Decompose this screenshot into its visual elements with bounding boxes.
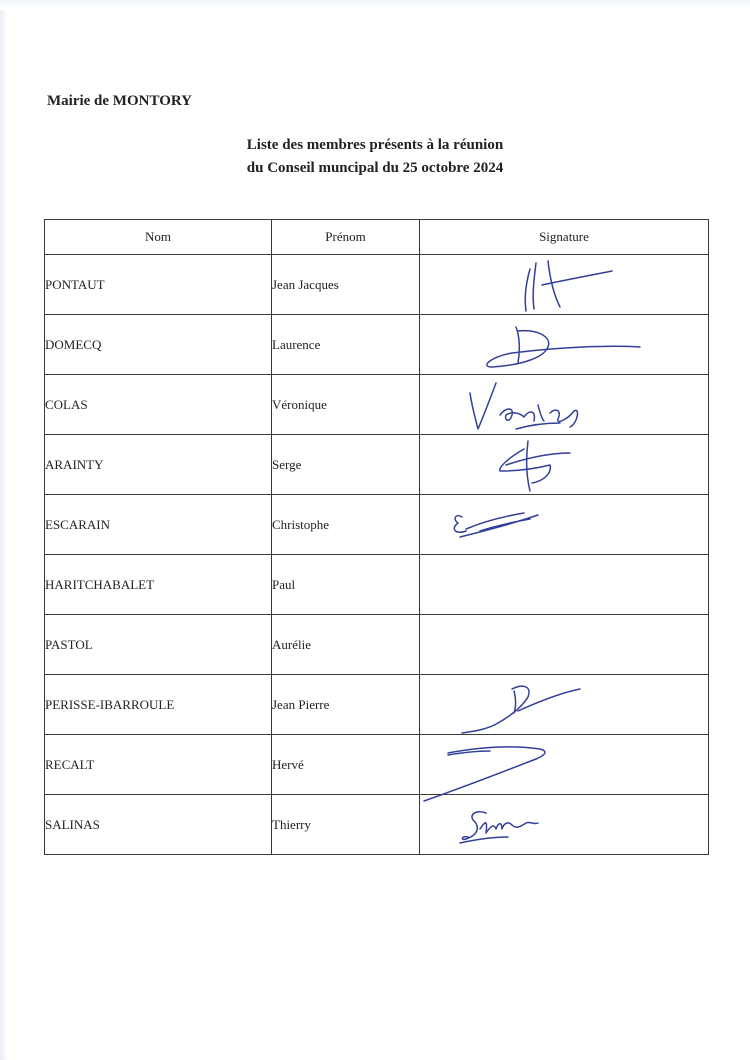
member-first-name: Laurence	[272, 315, 420, 375]
member-last-name: HARITCHABALET	[45, 555, 272, 615]
member-last-name: DOMECQ	[45, 315, 272, 375]
column-header-signature: Signature	[420, 220, 709, 255]
signature-cell	[420, 735, 709, 795]
table-row	[45, 675, 709, 735]
member-first-name: Thierry	[272, 795, 420, 855]
signature-cell	[420, 255, 709, 315]
column-header-nom: Nom	[45, 220, 272, 255]
scan-artifact: ···	[36, 22, 62, 31]
column-header-prenom: Prénom	[272, 220, 420, 255]
table-row	[45, 735, 709, 795]
signature-cell	[420, 555, 709, 615]
member-last-name: ESCARAIN	[45, 495, 272, 555]
member-first-name: Serge	[272, 435, 420, 495]
member-first-name: Aurélie	[272, 615, 420, 675]
table-row	[45, 555, 709, 615]
table-row	[45, 495, 709, 555]
member-last-name: PERISSE-IBARROULE	[45, 675, 272, 735]
table-row	[45, 435, 709, 495]
document-title-line-2: du Conseil muncipal du 25 octobre 2024	[246, 160, 504, 176]
member-first-name: Hervé	[272, 735, 420, 795]
signature-cell	[420, 795, 709, 855]
table-row	[45, 375, 709, 435]
member-last-name: PASTOL	[45, 615, 272, 675]
table-row	[45, 615, 709, 675]
signature-cell	[420, 675, 709, 735]
signature-cell	[420, 375, 709, 435]
table-row	[45, 255, 709, 315]
scan-edge	[0, 0, 750, 10]
signature-cell	[420, 315, 709, 375]
handwritten-signature	[420, 487, 709, 563]
member-last-name: RECALT	[45, 735, 272, 795]
table-row	[45, 315, 709, 375]
table-row	[45, 795, 709, 855]
member-first-name: Véronique	[272, 375, 420, 435]
organization-name: Mairie de MONTORY	[47, 93, 193, 109]
document-title	[0, 134, 750, 180]
member-first-name: Paul	[272, 555, 420, 615]
member-last-name: COLAS	[45, 375, 272, 435]
signature-cell	[420, 615, 709, 675]
member-last-name: PONTAUT	[45, 255, 272, 315]
member-first-name: Jean Jacques	[272, 255, 420, 315]
signature-cell	[420, 495, 709, 555]
document-title-line-1: Liste des membres présents à la réunion	[246, 137, 504, 153]
member-last-name: ARAINTY	[45, 435, 272, 495]
member-first-name: Christophe	[272, 495, 420, 555]
member-first-name: Jean Pierre	[272, 675, 420, 735]
signature-cell	[420, 435, 709, 495]
member-last-name: SALINAS	[45, 795, 272, 855]
handwritten-signature	[420, 787, 709, 863]
attendance-table	[44, 219, 709, 855]
